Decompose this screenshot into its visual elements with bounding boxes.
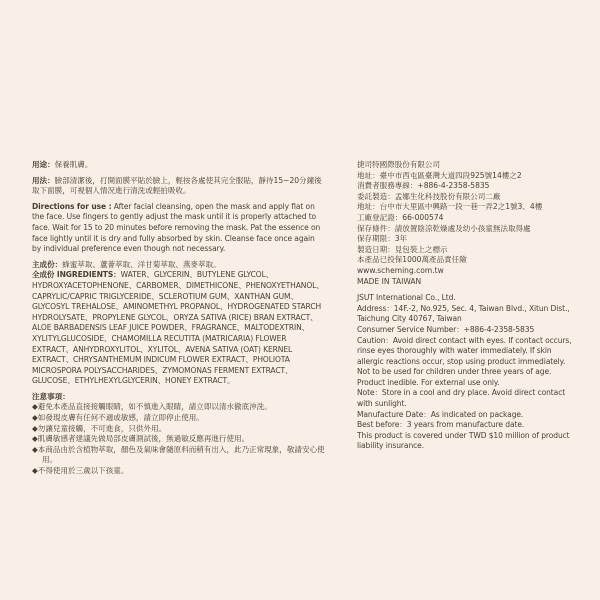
- storage-note-en: Note：Store in a cool and dry place. Avoid direct contact with sunlight.: [357, 388, 566, 409]
- main-ingredients-section: [32, 260, 325, 271]
- manufacturer: 委託製造：孟娜生化科技股份有限公司二廠: [357, 191, 501, 201]
- method-title: 用法：: [32, 175, 55, 185]
- company-info-cn: [357, 160, 579, 287]
- manufacturer-address: 地址：台中市大里區中興路一段一巷一弄2之1號3、4樓: [357, 202, 543, 212]
- caution-en: Caution：Avoid direct contact with eyes. If contact occurs, rinse eyes thoroughly with water immediately. If skin allergic reactions occur, stop using product immediately. Not to be used for children under three years of age. Product inedible. For external use only.: [357, 335, 572, 387]
- notes-list: [32, 402, 325, 476]
- company-name-en: JSUT International Co., Ltd.: [357, 293, 456, 303]
- main-ingredients-title: 主成份：: [32, 259, 63, 269]
- company-name: 捷司特國際股份有限公司: [357, 160, 441, 169]
- all-ingredients-text: WATER、GLYCERIN、BUTYLENE GLYCOL、HYDROXYACETOPHENONE、CARBOMER、DIMETHICONE、PHENOXYETHANOL、CAPRYLIC/CAPRIC TRIGLYCERIDE、SCLEROTIUM GUM、XANTHAN GUM、GLYCOSYL TREHALOSE、AMINOMETHYL PROPANOL、HYDROGENATED STARCH HYDROLYSATE、PROPYLENE GLYCOL、ORYZA SATIVA (RICE) BRAN EXTRACT、ALOE BARBADENSIS LEAF JUICE POWDER、FRAGRANCE、MALTODEXTRIN、XYLITYLGLUCOSIDE、CHAMOMILLA RECUTITA (MATRICARIA) FLOWER EXTRACT、ANHYDROXYLITOL、XYLITOL、AVENA SATIVA (OAT) KERNEL EXTRACT、CHRYSANTHEMUM INDICUM FLOWER EXTRACT、PHOLIOTA MICROSPORA POLYSACCHARIDES、ZYMOMONAS FERMENT EXTRACT、GLUCOSE、ETHYLHEXYLGLYCERIN、HONEY EXTRACT。: [32, 270, 324, 386]
- manufacture-date-en: Manufacture Date：As indicated on package.: [357, 409, 524, 419]
- directions-text: After facial cleansing, open the mask and apply flat on the face. Use fingers to gently adjust the mask until it is properly attached to face. Wait for 15 to 20 minutes before removing the mask. Pat the essence on face lightly until it is dry and fully absorbed by skin. Cleanse face once again by individual preference even though not necessary.: [32, 201, 321, 254]
- note-item: ◆本商品由於含植物萃取，顏色及氣味會隨原料而稍有出入，此乃正常現象，敬請安心使用。: [32, 444, 325, 465]
- right-column: [357, 160, 579, 452]
- company-address: 地址：臺中市西屯區臺灣大道四段925號14樓之2: [357, 170, 522, 180]
- method-section: [32, 176, 325, 197]
- directions-title: Directions for use :: [32, 201, 112, 211]
- manufacture-date: 製造日期：見包裝上之標示: [357, 244, 448, 254]
- note-item: ◆如發現皮膚有任何不適或敏感，請立即停止使用。: [32, 413, 204, 423]
- best-before-en: Best before：3 years from manufacture date.: [357, 420, 525, 430]
- main-ingredients-text: 蜂蜜萃取、蘆薈萃取、洋甘菊萃取、燕麥萃取。: [62, 259, 221, 269]
- insurance-note: 本產品已投保1000萬產品責任險: [357, 255, 467, 265]
- usage-text: 保養肌膚。: [54, 160, 93, 169]
- notes-title: 注意事項：: [32, 391, 70, 401]
- shelf-life: 保存期限：3年: [357, 234, 408, 244]
- address-en: Address：14F.-2, No.925, Sec. 4, Taiwan Blvd., Xitun Dist., Taichung City 40767, Taiwan: [357, 303, 570, 324]
- made-in: MADE IN TAIWAN: [357, 276, 422, 286]
- service-number-en: Consumer Service Number：+886-4-2358-5835: [357, 324, 535, 334]
- service-hotline: 消費者服務專線：+886-4-2358-5835: [357, 181, 490, 191]
- insurance-en: This product is covered under TWD $10 million of product liability insurance.: [357, 430, 570, 451]
- note-item: ◆肌膚敏感者建議先做局部皮膚測試後，無過敏反應再進行使用。: [32, 434, 250, 444]
- method-text: 臉部清潔後，打開面膜平貼於臉上，輕按各處使其完全服貼，靜待15~20分鐘後取下面膜，可視個人情況進行清洗或輕拍吸收。: [32, 175, 322, 196]
- usage-section: [32, 160, 325, 171]
- note-item: ◆不得使用於三歲以下孩童。: [32, 466, 129, 476]
- factory-registration: 工廠登記證：66-000574: [357, 212, 444, 222]
- all-ingredients-title: 全成份 INGREDIENTS：: [32, 270, 121, 280]
- note-item: ◆避免本產品直接接觸眼睛，如不慎進入眼睛，請立即以清水徹底沖洗。: [32, 402, 272, 412]
- storage-conditions: 保存條件：請放置陰涼乾燥處及幼小孩童無法取得處: [357, 223, 531, 233]
- usage-title: 用途：: [32, 160, 55, 169]
- note-item: ◆勿讓兒童接觸，不可進食，只供外用。: [32, 423, 167, 433]
- all-ingredients-section: [32, 270, 325, 387]
- company-info-en: [357, 293, 579, 452]
- directions-section: [32, 202, 325, 255]
- left-column: [32, 160, 325, 477]
- website: www.scheming.com.tw: [357, 265, 444, 275]
